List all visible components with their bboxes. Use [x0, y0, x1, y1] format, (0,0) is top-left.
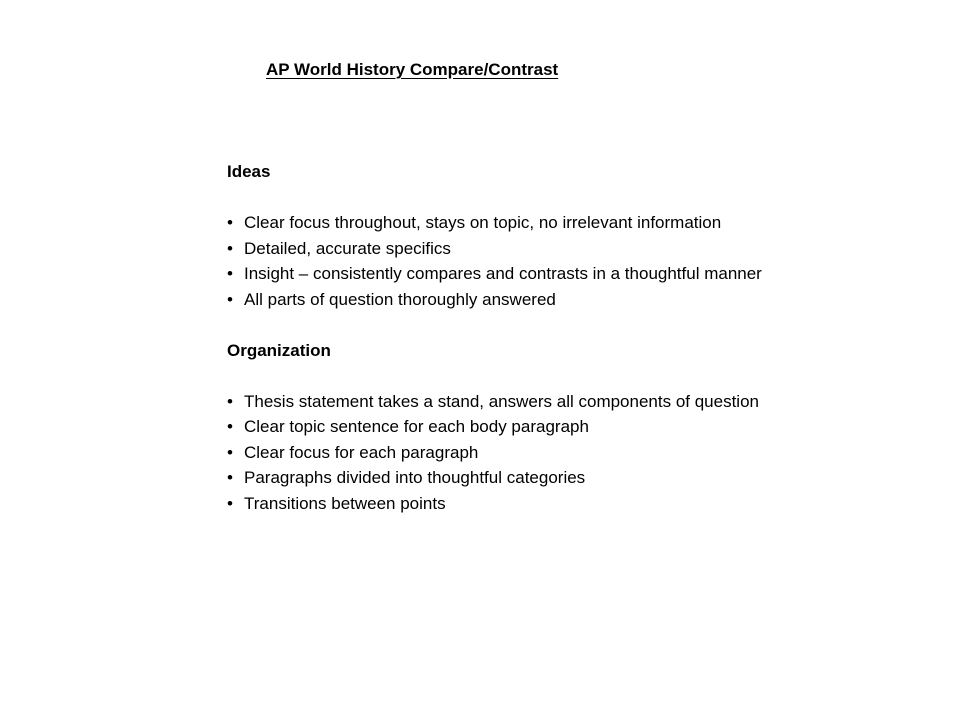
list-item	[227, 465, 767, 491]
list-item-text: Thesis statement takes a stand, answers all components of question	[244, 391, 759, 411]
bullet-icon: •	[227, 213, 233, 232]
list-item-text: Clear focus for each paragraph	[244, 442, 479, 462]
list-item	[227, 261, 767, 287]
list-item	[227, 287, 767, 313]
list-item	[227, 491, 767, 517]
bullet-icon: •	[227, 468, 233, 487]
section-heading-ideas: Ideas	[227, 162, 271, 181]
list-item	[227, 236, 767, 262]
section-heading-organization: Organization	[227, 340, 331, 360]
list-item	[227, 210, 767, 236]
bullet-icon: •	[227, 417, 233, 436]
list-item-text: Detailed, accurate specifics	[244, 238, 451, 258]
list-item-text: Insight – consistently compares and contrasts in a thoughtful manner	[244, 264, 762, 283]
ideas-bullet-list	[227, 210, 767, 312]
list-item	[227, 414, 767, 440]
section-gap	[227, 312, 767, 338]
list-item-text: Transitions between points	[244, 493, 446, 513]
organization-bullet-list	[227, 389, 767, 517]
spacer	[227, 363, 767, 389]
list-item	[227, 389, 767, 415]
list-item-text: All parts of question thoroughly answered	[244, 289, 556, 309]
list-item-text: Clear topic sentence for each body paragraph	[244, 417, 589, 436]
bullet-icon: •	[227, 238, 233, 258]
list-item	[227, 440, 767, 466]
bullet-icon: •	[227, 289, 233, 309]
bullet-icon: •	[227, 493, 233, 513]
list-item-text: Clear focus throughout, stays on topic, no irrelevant information	[244, 213, 722, 232]
page-title: AP World History Compare/Contrast	[266, 60, 559, 79]
bullet-icon: •	[227, 391, 233, 411]
list-item-text: Paragraphs divided into thoughtful categories	[244, 468, 586, 487]
section-organization	[227, 338, 767, 517]
section-ideas	[227, 159, 767, 312]
slide-content	[227, 159, 767, 516]
bullet-icon: •	[227, 442, 233, 462]
spacer	[227, 185, 767, 211]
bullet-icon: •	[227, 264, 233, 283]
